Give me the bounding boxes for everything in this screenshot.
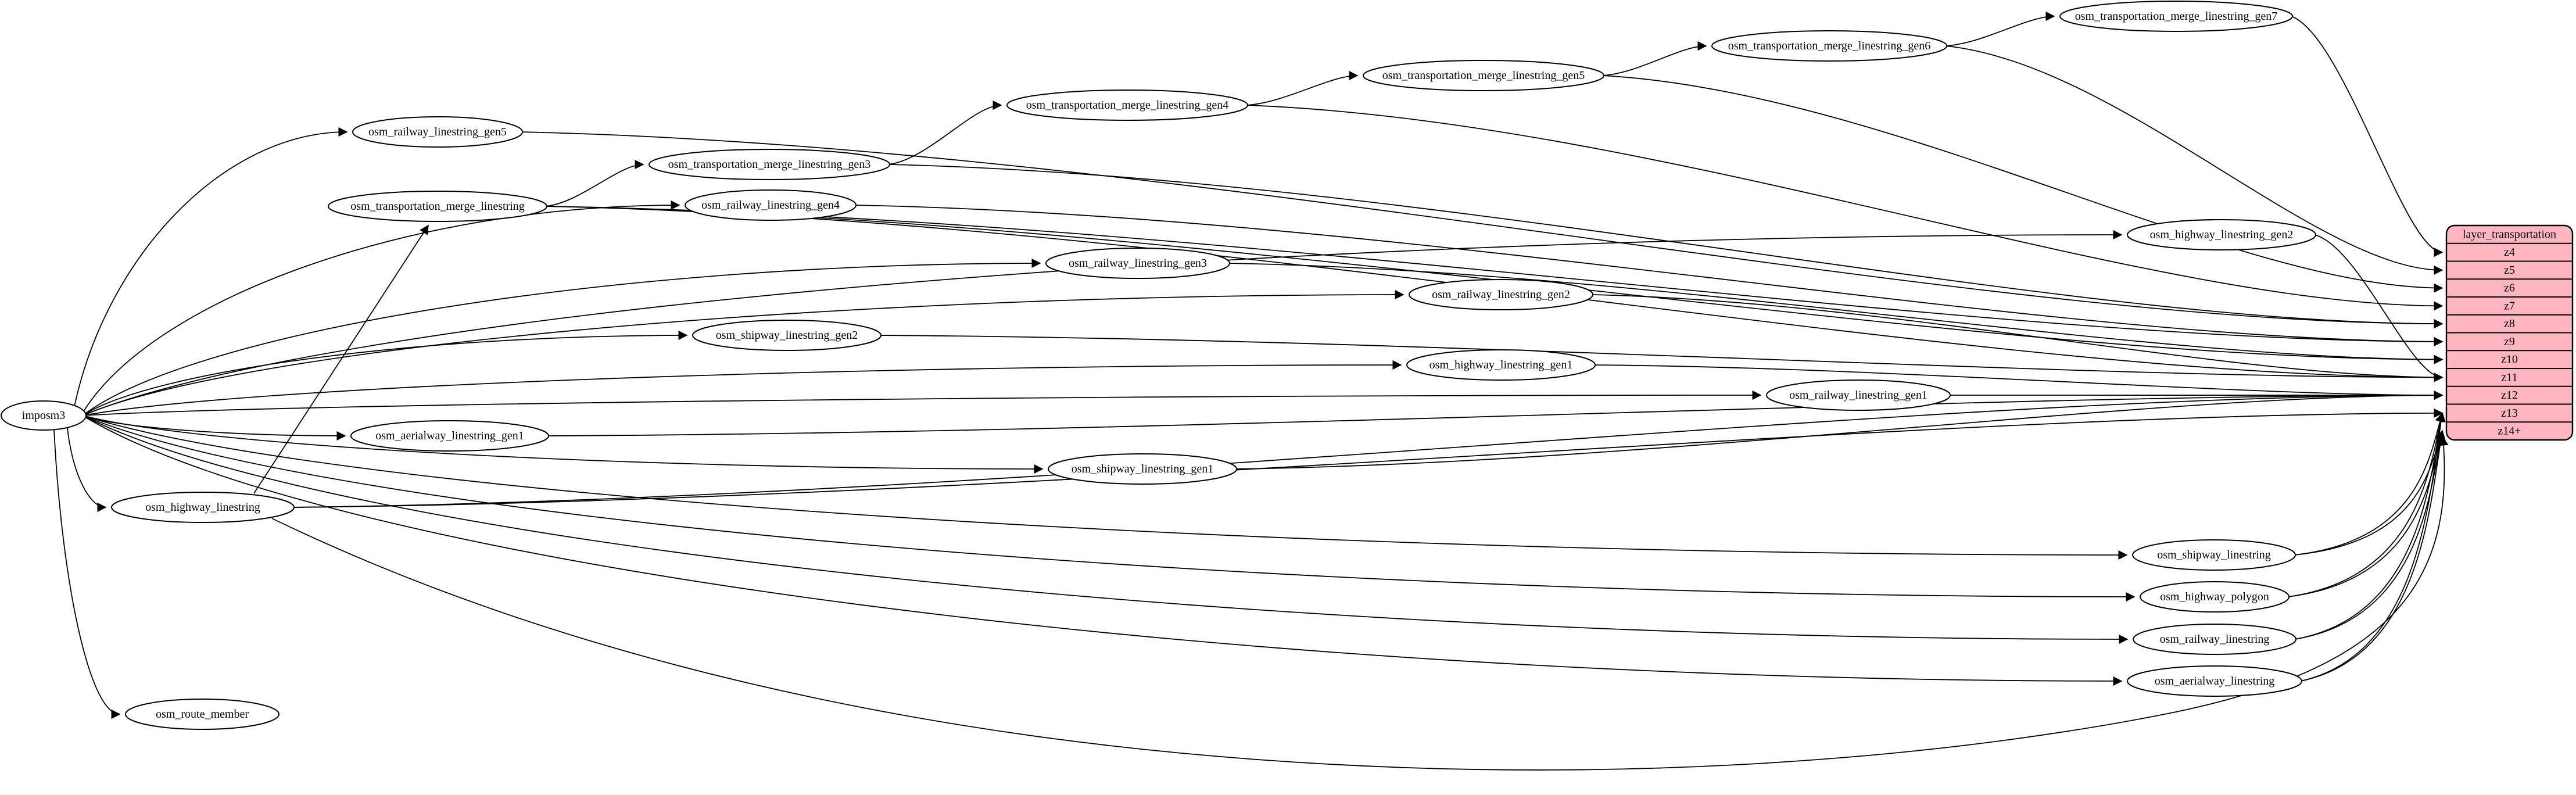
edge-osm_transportation_merge_linestring_gen4-to-z7 [1246,105,2442,306]
node-osm_railway_linestring_gen5-label: osm_railway_linestring_gen5 [368,126,507,138]
record-row-z13: z13 [2501,406,2518,420]
node-osm_route_member-label: osm_route_member [156,708,249,721]
node-imposm3 [1,401,86,430]
edge-imposm3-to-osm_route_member [54,429,120,714]
nodes-layer [1,1,2316,729]
edge-osm_highway_linestring-to-z12 [293,395,2442,507]
node-osm_highway_linestring [112,492,294,522]
record-row-z7: z7 [2504,299,2515,313]
edge-osm_highway_linestring-to-osm_transportation_merge_linestring [254,225,428,493]
record-row-z11: z11 [2501,371,2518,384]
edge-osm_highway_polygon-to-z13 [2288,413,2442,597]
edge-imposm3-to-osm_railway_linestring_gen4 [84,205,679,411]
node-osm_transportation_merge_linestring_gen6-label: osm_transportation_merge_linestring_gen6 [1728,40,1931,52]
edge-imposm3-to-osm_highway_linestring [67,428,106,507]
node-osm_railway_linestring_gen4 [685,190,856,220]
edge-imposm3-to-osm_railway_linestring_gen5 [74,132,347,406]
node-osm_railway_linestring_gen5 [353,117,522,147]
node-osm_railway_linestring_gen3 [1046,248,1230,278]
node-osm_aerialway_linestring [2127,666,2302,696]
node-osm_highway_polygon [2140,582,2289,612]
node-osm_shipway_linestring_gen1 [1048,454,1237,484]
node-osm_transportation_merge_linestring [328,191,547,221]
node-osm_highway_polygon-label: osm_highway_polygon [2160,590,2269,603]
record-row-z12: z12 [2501,389,2518,402]
node-osm_transportation_merge_linestring_gen6 [1712,31,1947,61]
edge-osm_highway_polygon-to-z14+ [2288,431,2442,597]
node-osm_shipway_linestring [2133,540,2295,570]
node-osm_transportation_merge_linestring_gen5-label: osm_transportation_merge_linestring_gen5 [1382,69,1585,82]
edge-imposm3-to-osm_aerialway_linestring_gen1 [86,417,345,436]
edge-imposm3-to-osm_railway_linestring_gen3 [85,263,1040,413]
edge-osm_transportation_merge_linestring_gen5-to-osm_transportation_merge_linestring_gen6 [1603,46,1706,76]
node-osm_highway_linestring-label: osm_highway_linestring [145,501,260,514]
edge-osm_shipway_linestring-to-z14+ [2294,431,2442,555]
node-osm_railway_linestring_gen2 [1409,280,1593,310]
node-osm_railway_linestring_gen1 [1767,380,1950,410]
edge-imposm3-to-osm_railway_linestring_gen1 [86,395,1761,416]
edge-osm_transportation_merge_linestring_gen7-to-z4 [2291,16,2442,252]
node-osm_transportation_merge_linestring_gen7-label: osm_transportation_merge_linestring_gen7 [2075,10,2278,23]
edge-osm_aerialway_linestring_gen1-to-z12 [547,395,2442,436]
node-osm_transportation_merge_linestring_gen3-label: osm_transportation_merge_linestring_gen3 [668,158,871,171]
node-osm_transportation_merge_linestring_gen7 [2060,1,2292,31]
record-row-z5: z5 [2504,263,2515,277]
edge-osm_transportation_merge_linestring-to-osm_transportation_merge_linestring_gen3 [546,164,643,206]
record-layer [2446,225,2573,440]
record-row-z14+: z14+ [2498,424,2521,438]
edge-osm_railway_linestring_gen2-to-z11 [1592,295,2442,377]
node-osm_route_member [126,699,279,729]
node-osm_aerialway_linestring_gen1-label: osm_aerialway_linestring_gen1 [375,429,524,442]
node-imposm3-label: imposm3 [22,409,66,422]
node-osm_highway_linestring_gen2 [2127,220,2316,250]
node-osm_highway_linestring_gen1-label: osm_highway_linestring_gen1 [1429,359,1573,371]
node-osm_shipway_linestring_gen2-label: osm_shipway_linestring_gen2 [715,329,858,342]
edge-osm_aerialway_linestring-to-z14+ [2301,431,2442,681]
node-osm_railway_linestring [2133,624,2296,654]
node-osm_transportation_merge_linestring_gen5 [1363,60,1604,91]
node-osm_aerialway_linestring-label: osm_aerialway_linestring [2154,675,2275,687]
edge-osm_highway_linestring_gen1-to-z12 [1594,365,2442,395]
edge-osm_transportation_merge_linestring_gen4-to-osm_transportation_merge_linestring_gen5 [1246,76,1357,105]
node-osm_railway_linestring-label: osm_railway_linestring [2159,633,2270,646]
record-row-z9: z9 [2504,335,2515,348]
record-row-z4: z4 [2504,246,2515,259]
node-osm_shipway_linestring_gen1-label: osm_shipway_linestring_gen1 [1071,463,1214,475]
node-osm_highway_linestring_gen1 [1407,350,1595,380]
edge-osm_shipway_linestring-to-z13 [2294,413,2442,555]
node-osm_shipway_linestring-label: osm_shipway_linestring [2157,549,2271,561]
edge-imposm3-to-osm_highway_linestring_gen1 [86,365,1401,415]
record-row-z8: z8 [2504,317,2515,331]
node-osm_transportation_merge_linestring_gen4-label: osm_transportation_merge_linestring_gen4 [1026,99,1229,112]
node-osm_highway_linestring_gen2-label: osm_highway_linestring_gen2 [2149,228,2294,241]
node-osm_railway_linestring_gen1-label: osm_railway_linestring_gen1 [1789,389,1927,402]
node-osm_transportation_merge_linestring_gen3 [649,149,890,180]
node-osm_transportation_merge_linestring_gen4 [1007,90,1248,120]
node-osm_shipway_linestring_gen2 [693,320,881,350]
edge-osm_shipway_linestring_gen2-to-z11 [880,335,2442,377]
edge-osm_highway_linestring-to-z14+ [272,437,2445,770]
record-row-z6: z6 [2504,281,2515,295]
record-title: layer_transportation [2462,228,2557,241]
node-osm_aerialway_linestring_gen1 [351,421,549,451]
edge-osm_highway_linestring-to-z13 [293,413,2442,507]
edge-osm_transportation_merge_linestring_gen6-to-osm_transportation_merge_linestring_gen7 [1946,16,2054,46]
edge-osm_transportation_merge_linestring_gen5-to-z6 [1603,76,2442,288]
record-row-z10: z10 [2501,353,2518,366]
node-osm_transportation_merge_linestring-label: osm_transportation_merge_linestring [350,200,525,213]
node-osm_railway_linestring_gen4-label: osm_railway_linestring_gen4 [701,199,840,212]
node-osm_railway_linestring_gen3-label: osm_railway_linestring_gen3 [1069,257,1207,270]
edge-imposm3-to-osm_shipway_linestring_gen2 [85,335,687,414]
edge-imposm3-to-osm_shipway_linestring_gen1 [86,416,1042,469]
node-osm_railway_linestring_gen2-label: osm_railway_linestring_gen2 [1432,288,1570,301]
